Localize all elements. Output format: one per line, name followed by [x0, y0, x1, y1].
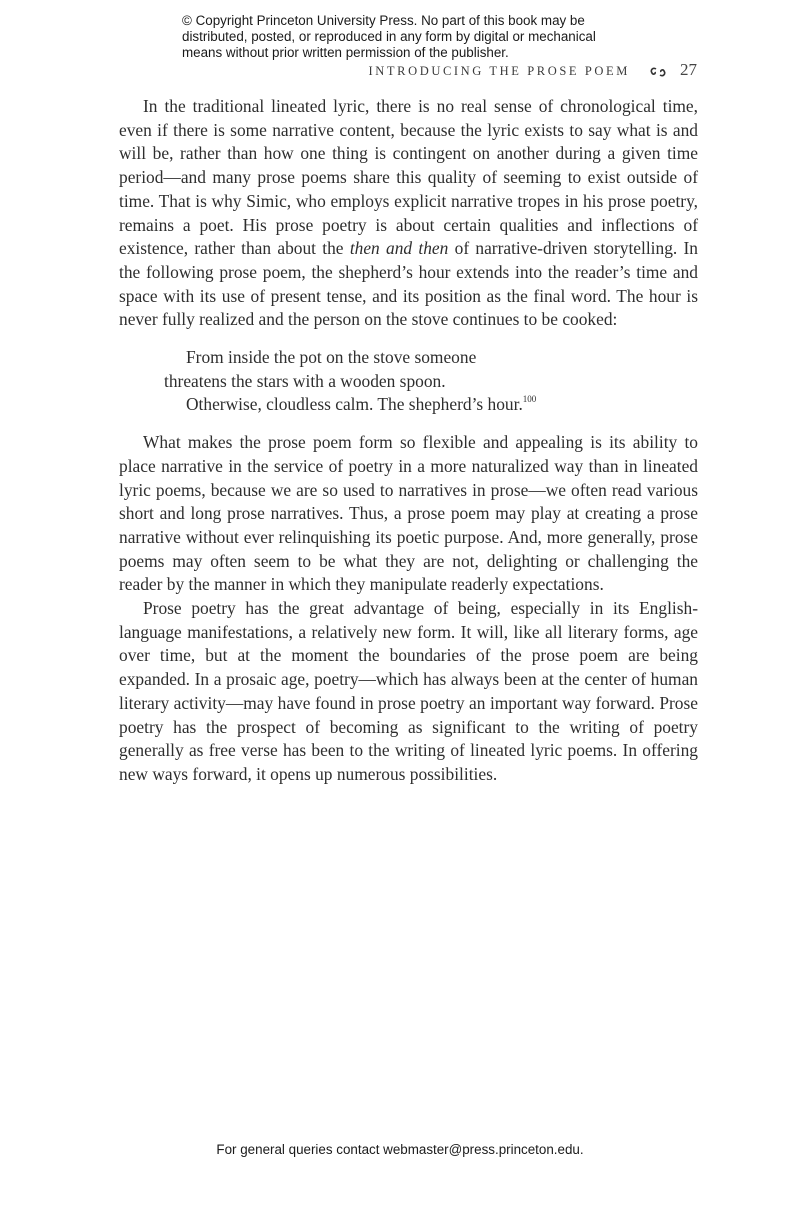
copyright-line: © Copyright Princeton University Press. No part of this book may be: [182, 13, 585, 28]
paragraph: Prose poetry has the great advantage of being, especially in its English-language manifestations, a relatively new form. It will, like all literary forms, age over time, but at the moment the boundaries of the prose poem are being expanded. In a prosaic age, poetry—which has always been at the center of human literary activity—may have found in prose poetry an important way forward. Prose poetry has the prospect of becoming as significant to the writing of poetry generally as free verse has been to the writing of lineated lyric poems. In offering new ways forward, it opens up numerous possibilities.: [119, 598, 698, 784]
running-head-title: INTRODUCING THE PROSE POEM: [368, 64, 630, 78]
page-number: 27: [680, 60, 697, 79]
verse-line: threatens the stars with a wooden spoon.: [164, 370, 446, 391]
copyright-line: means without prior written permission of the publisher.: [182, 45, 509, 60]
copyright-notice: [182, 13, 652, 61]
footer-contact: For general queries contact webmaster@press.princeton.edu.: [216, 1142, 584, 1157]
ornament-icon: [650, 63, 666, 79]
paragraph: What makes the prose poem form so flexible and appealing is its ability to place narrative in the service of poetry in a more naturalized way than in lineated lyric poems, because we are so used to narratives in prose—we often read various short and long prose narratives. Thus, a prose poem may play at creating a prose narrative without ever relinquishing its poetic purpose. And, more generally, prose poems may often seem to be what they are not, delighting or challenging the reader by the manner in which they manipulate readerly expectations.: [119, 432, 698, 595]
verse-quotation: [119, 346, 698, 417]
copyright-line: distributed, posted, or reproduced in any form by digital or mechanical: [182, 29, 596, 44]
paragraph-text: of narrative-driven storytelling. In the following prose poem, the shepherd’s hour extends into the reader’s time and space with its use of present tense, and its position as the final word. The hour is never fully realized and the person on the stove continues to be cooked:: [119, 238, 699, 330]
page-body: [119, 95, 698, 787]
verse-line-last: [119, 393, 698, 417]
verse-line-text: Otherwise, cloudless calm. The shepherd’s hour.: [186, 394, 523, 415]
paragraph-text: In the traditional lineated lyric, there is no real sense of chronological time, even if there is some narrative content, because the lyric exists to say what is and will be, rather than how one thing is contingent on another during a given time period—and many prose poems share this quality of seeming to exist outside of time. That is why Simic, who employs explicit narrative tropes in his prose poetry, remains a poet. His prose poetry is about certain qualities and inflections of existence, rather than about the: [119, 96, 698, 259]
running-head: [369, 60, 697, 80]
italic-phrase: then and then: [349, 238, 449, 259]
paragraph: [119, 95, 698, 332]
verse-line: From inside the pot on the stove someone: [186, 347, 477, 368]
footnote-reference[interactable]: 100: [522, 394, 537, 405]
